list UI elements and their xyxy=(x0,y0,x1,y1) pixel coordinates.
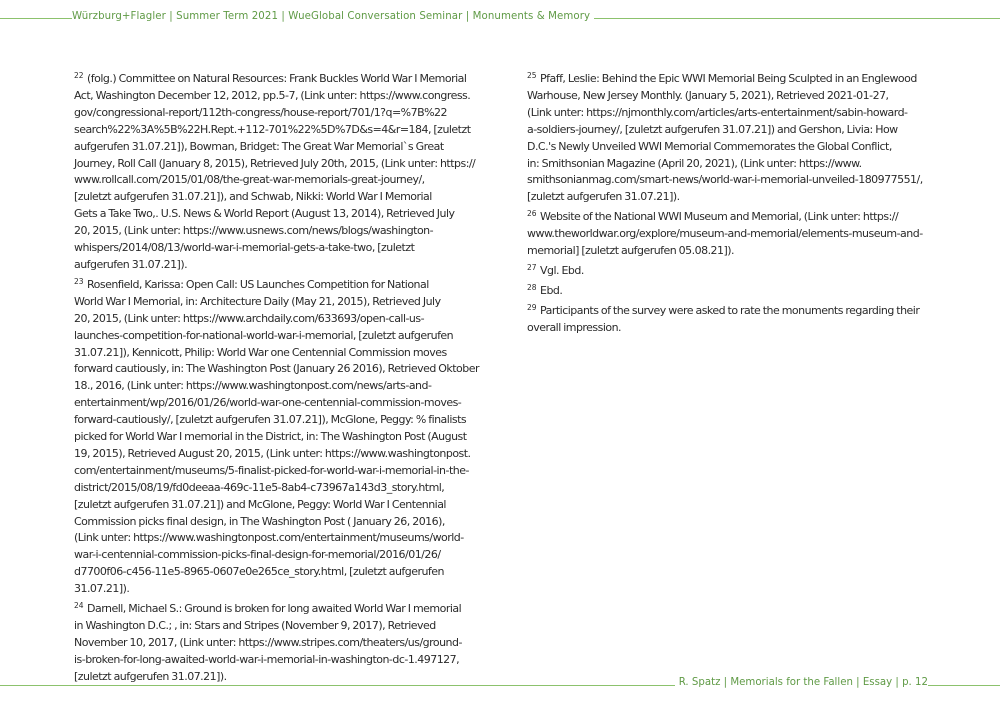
footnote-line xyxy=(74,172,474,189)
footnote-line xyxy=(74,412,474,429)
footnote-line xyxy=(74,189,474,206)
footnote-line xyxy=(74,139,474,156)
footnote-text: Act, Washington December 12, 2012, pp.5-7, (Link unter: https://www.congress. xyxy=(74,88,471,102)
footnote-line xyxy=(527,68,929,88)
footnote-text: gov/congressional-report/112th-congress/house-report/701/1?q=%7B%22 xyxy=(74,105,447,119)
footnote-text: war-i-centennial-commission-picks-final-design-for-memorial/2016/01/26/ xyxy=(74,548,441,562)
running-header xyxy=(0,10,1000,28)
footnote-text: [zuletzt aufgerufen 31.07.21]) and McGlone, Peggy: World War I Centennial xyxy=(74,497,446,511)
footnote-line xyxy=(527,226,929,243)
footnote-line xyxy=(527,172,929,189)
footnote-line xyxy=(74,514,474,531)
footnote-line xyxy=(527,122,929,139)
footnote-line xyxy=(74,257,474,274)
footnote-text: com/entertainment/museums/5-finalist-picked-for-world-war-i-memorial-in-the- xyxy=(74,463,469,477)
footnote-text: Rosenfield, Karissa: Open Call: US Launches Competition for National xyxy=(87,277,429,291)
footnote-line xyxy=(74,274,474,294)
footnote-text: World War I Memorial, in: Architecture Daily (May 21, 2015), Retrieved July xyxy=(74,294,441,308)
footnote-26 xyxy=(527,206,929,260)
footnote-number: 27 xyxy=(527,262,537,272)
footnote-number: 29 xyxy=(527,302,537,312)
footnote-line xyxy=(74,463,474,480)
footnote-text: memorial] [zuletzt aufgerufen 05.08.21]). xyxy=(527,244,735,258)
footnote-text: overall impression. xyxy=(527,320,622,334)
footnote-text: forward-cautiously/, [zuletzt aufgerufen 31.07.21]), McGlone, Peggy: % finalists xyxy=(74,413,467,427)
footnote-23 xyxy=(74,274,479,598)
footnote-number: 28 xyxy=(527,282,537,292)
footnote-24 xyxy=(74,598,474,686)
footnote-text: D.C.'s Newly Unveiled WWI Memorial Commemorates the Global Conflict, xyxy=(527,139,892,153)
footnote-27 xyxy=(527,260,929,280)
footnote-text: launches-competition-for-national-world-war-i-memorial, [zuletzt aufgerufen xyxy=(74,328,454,342)
footnote-25 xyxy=(527,68,929,206)
footnote-text: Warhouse, New Jersey Monthly. (January 5, 2021), Retrieved 2021-01-27, xyxy=(527,88,889,102)
footnote-number: 22 xyxy=(74,71,84,80)
footnote-text: [zuletzt aufgerufen 31.07.21]), and Schwab, Nikki: World War I Memorial xyxy=(74,190,432,204)
footnote-line xyxy=(74,547,474,564)
footnote-text: aufgerufen 31.07.21]). xyxy=(74,257,188,271)
footnote-line xyxy=(527,320,929,337)
footnote-line xyxy=(527,156,929,173)
footnote-text: 31.07.21]). xyxy=(74,582,130,596)
footnote-text: search%22%3A%5B%22H.Rept.+112-701%22%5D%7D&s=4&r=184, [zuletzt xyxy=(74,122,471,136)
footnote-line xyxy=(74,361,479,378)
footnote-text: d7700f06-c456-11e5-8965-0607e0e265ce_story.html, [zuletzt aufgerufen xyxy=(74,565,444,579)
footnote-text: is-broken-for-long-awaited-world-war-i-memorial-in-washington-dc-1.497127, xyxy=(74,652,460,666)
footnote-text: Gets a Take Two,. U.S. News & World Report (August 13, 2014), Retrieved July xyxy=(74,207,455,221)
footnote-line xyxy=(74,598,474,618)
footnote-text: (Link unter: https://njmonthly.com/articles/arts-entertainment/sabin-howard- xyxy=(527,105,908,119)
footnote-text: 18., 2016, (Link unter: https://www.washingtonpost.com/news/arts-and- xyxy=(74,379,432,393)
footnote-text: Commission picks final design, in The Washington Post ( January 26, 2016), xyxy=(74,514,445,528)
footnote-text: district/2015/08/19/fd0deeaa-469c-11e5-8ab4-c73967a143d3_story.html, xyxy=(74,480,445,494)
footnote-text: (folg.) Committee on Natural Resources: Frank Buckles World War I Memorial xyxy=(87,72,467,85)
footnote-text: entertainment/wp/2016/01/26/world-war-one-centennial-commission-moves- xyxy=(74,396,462,410)
footnote-text: 19, 2015), Retrieved August 20, 2015, (Link unter: https://www.washingtonpost. xyxy=(74,446,471,460)
footnote-line xyxy=(74,156,474,173)
footnote-text: www.rollcall.com/2015/01/08/the-great-war-memorials-great-journey/, xyxy=(74,173,425,187)
footnote-text: [zuletzt aufgerufen 31.07.21]). xyxy=(74,669,227,683)
footnote-line xyxy=(74,88,474,105)
footnote-line xyxy=(74,618,474,635)
footnote-text: Ebd. xyxy=(540,283,563,297)
footnote-line xyxy=(74,311,474,328)
footnote-text: picked for World War I memorial in the District, in: The Washington Post (August xyxy=(74,430,467,444)
footnote-line xyxy=(74,429,474,446)
footnote-line xyxy=(527,243,929,260)
footnote-text: www.theworldwar.org/explore/museum-and-memorial/elements-museum-and- xyxy=(527,227,923,241)
footnote-line xyxy=(74,378,474,395)
footnote-line xyxy=(74,480,474,497)
footnote-line xyxy=(74,105,474,122)
footnote-line xyxy=(74,68,474,88)
footnote-text: 31.07.21]), Kennicott, Philip: World War one Centennial Commission moves xyxy=(74,345,447,359)
footnote-text: Participants of the survey were asked to rate the monuments regarding their xyxy=(540,303,920,317)
footnote-text: Website of the National WWI Museum and Memorial, (Link unter: https:// xyxy=(540,210,899,224)
footnote-22 xyxy=(74,68,474,274)
footnote-line xyxy=(74,652,474,669)
footnote-number: 23 xyxy=(74,276,84,286)
footnote-text: forward cautiously, in: The Washington Post (January 26 2016), Retrieved Oktober xyxy=(74,362,479,376)
footnote-line xyxy=(74,223,474,240)
footnote-text: a-soldiers-journey/, [zuletzt aufgerufen 31.07.21]) and Gershon, Livia: How xyxy=(527,122,898,136)
footnotes-right-column xyxy=(527,68,929,337)
footnote-line xyxy=(527,260,929,280)
footnote-line xyxy=(74,294,474,311)
footnote-text: November 10, 2017, (Link unter: https://www.stripes.com/theaters/us/ground- xyxy=(74,635,462,649)
footnote-line xyxy=(74,581,474,598)
footnote-text: [zuletzt aufgerufen 31.07.21]). xyxy=(527,190,680,204)
footnote-line xyxy=(74,395,474,412)
footnote-line xyxy=(74,497,474,514)
footnote-line xyxy=(527,206,929,226)
footnote-line xyxy=(527,300,929,320)
footnote-text: smithsonianmag.com/smart-news/world-war-i-memorial-unveiled-180977551/, xyxy=(527,173,923,187)
footnote-text: 20, 2015, (Link unter: https://www.archdaily.com/633693/open-call-us- xyxy=(74,311,425,325)
footnote-29 xyxy=(527,300,929,337)
footer-title: R. Spatz | Memorials for the Fallen | Essay | p. 12 xyxy=(675,677,928,688)
footnote-line xyxy=(527,139,929,156)
running-footer xyxy=(0,676,1000,694)
footnote-text: in Washington D.C.; , in: Stars and Stripes (November 9, 2017), Retrieved xyxy=(74,619,436,632)
footnote-number: 24 xyxy=(74,601,84,611)
footnote-text: aufgerufen 31.07.21]), Bowman, Bridget: The Great War Memorial`s Great xyxy=(74,139,444,153)
footnote-line xyxy=(74,564,474,581)
footnote-line xyxy=(527,280,929,300)
footnote-line xyxy=(527,189,929,206)
footnote-line xyxy=(74,206,474,223)
footnote-line xyxy=(74,122,474,139)
footnote-text: whispers/2014/08/13/world-war-i-memorial-gets-a-take-two, [zuletzt xyxy=(74,241,415,255)
footnote-line xyxy=(74,446,474,463)
footnote-number: 26 xyxy=(527,209,537,219)
footnote-number: 25 xyxy=(527,71,537,80)
footnote-text: Darnell, Michael S.: Ground is broken for long awaited World War I memorial xyxy=(87,602,462,616)
footnote-line xyxy=(527,105,929,122)
footnote-text: 20, 2015, (Link unter: https://www.usnews.com/news/blogs/washington- xyxy=(74,224,434,238)
footnote-text: (Link unter: https://www.washingtonpost.com/entertainment/museums/world- xyxy=(74,531,464,545)
header-title: Würzburg+Flagler | Summer Term 2021 | WueGlobal Conversation Seminar | Monuments & Memory xyxy=(72,11,594,22)
footnote-line xyxy=(527,88,929,105)
footnote-text: Pfaff, Leslie: Behind the Epic WWI Memorial Being Sculpted in an Englewood xyxy=(540,72,917,85)
footnote-line xyxy=(74,345,474,362)
footnote-text: in: Smithsonian Magazine (April 20, 2021), (Link unter: https://www. xyxy=(527,156,862,170)
footnote-text: Vgl. Ebd. xyxy=(540,263,584,277)
footnote-line xyxy=(74,240,474,257)
footnote-line xyxy=(74,635,474,652)
footnotes-left-column xyxy=(74,68,479,686)
footnote-line xyxy=(74,530,474,547)
footnote-text: Journey, Roll Call (January 8, 2015), Retrieved July 20th, 2015, (Link unter: https:// xyxy=(74,156,476,170)
footnote-28 xyxy=(527,280,929,300)
footnote-line xyxy=(74,328,474,345)
